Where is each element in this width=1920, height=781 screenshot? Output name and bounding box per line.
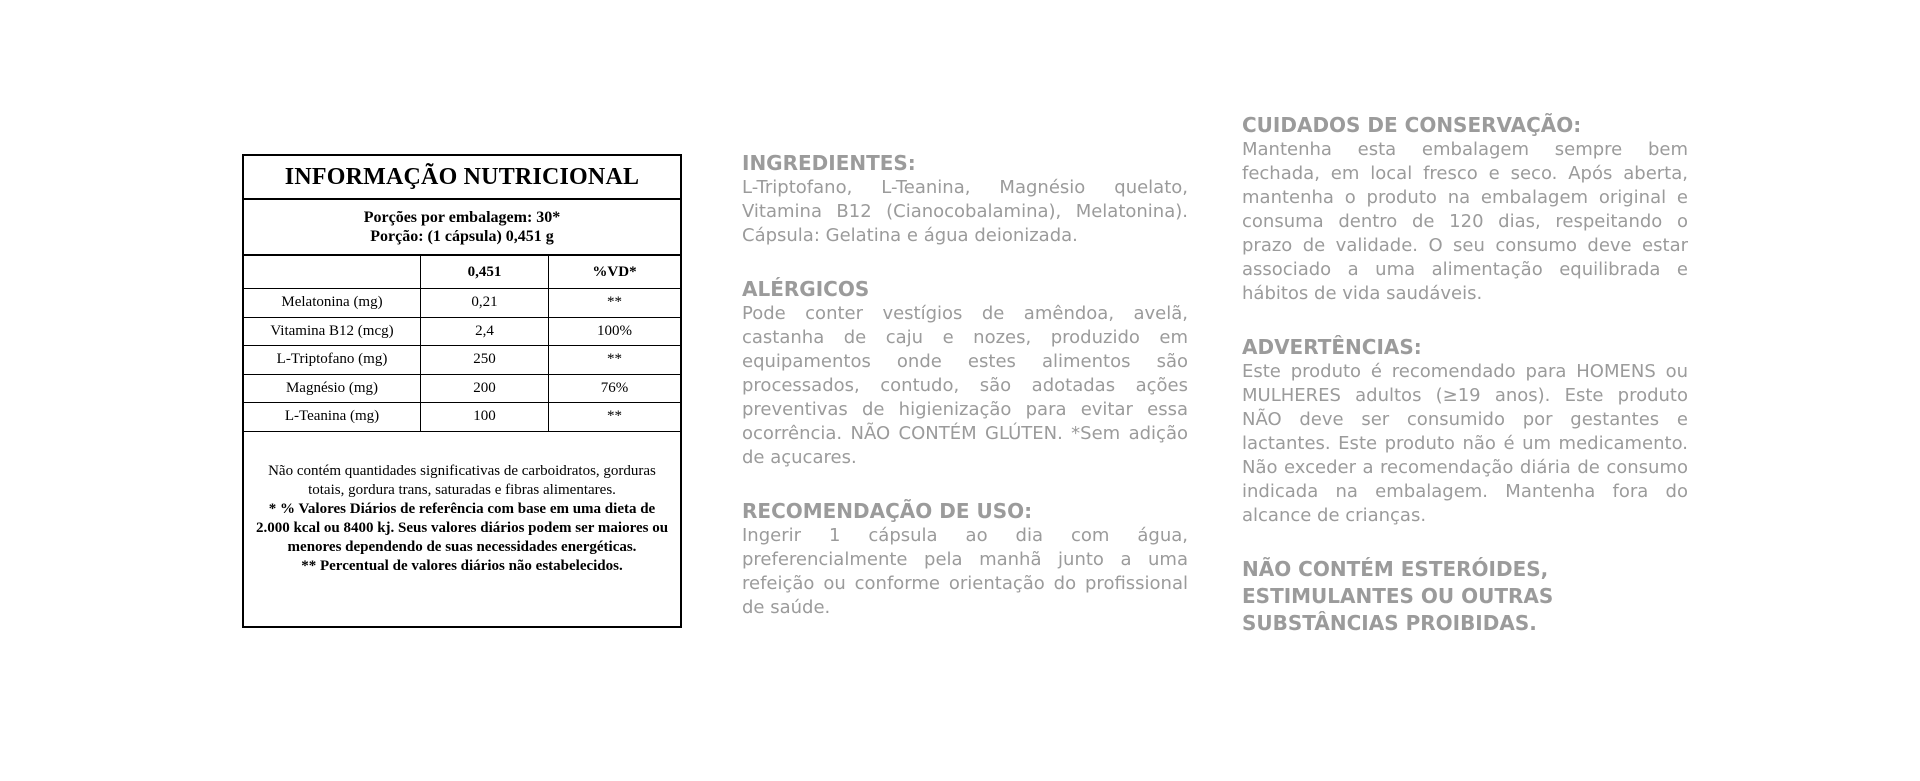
usage-section	[742, 498, 1188, 620]
no-steroids-line-1: NÃO CONTÉM ESTERÓIDES,	[1242, 557, 1549, 581]
warnings-heading: ADVERTÊNCIAS:	[1242, 335, 1422, 359]
usage-text: Ingerir 1 cápsula ao dia com água, preferencialmente pela manhã junto a uma refeição ou conforme orientação do profissional de saúde.	[742, 525, 1188, 618]
nutrient-name: L-Triptofano (mg)	[244, 346, 421, 375]
nutrient-vd: **	[549, 289, 681, 318]
footnote-not-established: ** Percentual de valores diários não estabelecidos.	[301, 557, 623, 574]
table-row	[244, 374, 680, 403]
warnings-section	[1242, 334, 1688, 528]
nutrient-amount: 2,4	[421, 317, 549, 346]
ingredients-heading: INGREDIENTES:	[742, 151, 916, 175]
middle-column	[742, 150, 1188, 648]
nutrient-vd: 76%	[549, 374, 681, 403]
portion-size: Porção: (1 cápsula) 0,451 g	[370, 228, 554, 245]
right-column	[1242, 112, 1688, 665]
allergens-heading: ALÉRGICOS	[742, 277, 870, 301]
nutrient-amount: 200	[421, 374, 549, 403]
nutrient-vd: 100%	[549, 317, 681, 346]
nutrition-facts-table	[242, 154, 682, 628]
table-row	[244, 403, 680, 432]
nutrition-title: INFORMAÇÃO NUTRICIONAL	[244, 156, 680, 200]
nutrient-name: Magnésio (mg)	[244, 374, 421, 403]
header-nutrient	[244, 256, 421, 289]
allergens-section	[742, 276, 1188, 470]
portions-per-package: Porções por embalagem: 30*	[363, 209, 561, 226]
no-steroids-line-2: ESTIMULANTES OU OUTRAS	[1242, 584, 1554, 608]
nutrient-table	[244, 256, 680, 432]
nutrient-header-row	[244, 256, 680, 289]
storage-heading: CUIDADOS DE CONSERVAÇÃO:	[1242, 113, 1582, 137]
nutrition-footnotes	[244, 432, 680, 576]
storage-section	[1242, 112, 1688, 306]
warnings-text: Este produto é recomendado para HOMENS ou MULHERES adultos (≥19 anos). Este produto NÃO deve ser consumido por gestantes e lactantes. Este produto não é um medicamento. Não exceder a recomendação diária de consumo indicada na embalagem. Mantenha fora do alcance de crianças.	[1242, 361, 1688, 526]
allergens-text: Pode conter vestígios de amêndoa, avelã, castanha de caju e nozes, produzido em equipamentos onde estes alimentos são processados, contudo, são adotadas ações preventivas de higienização para evitar essa ocorrência. NÃO CONTÉM GLÚTEN. *Sem adição de açucares.	[742, 303, 1188, 468]
portion-info	[244, 200, 680, 256]
nutrient-vd: **	[549, 346, 681, 375]
header-amount: 0,451	[421, 256, 549, 289]
nutrient-amount: 250	[421, 346, 549, 375]
ingredients-section	[742, 150, 1188, 248]
nutrient-amount: 100	[421, 403, 549, 432]
nutrient-vd: **	[549, 403, 681, 432]
footnote-daily-values: * % Valores Diários de referência com base em uma dieta de 2.000 kcal ou 8400 kj. Seus valores diários podem ser maiores ou menores dependendo de suas necessidades energéticas.	[255, 500, 669, 555]
table-row	[244, 289, 680, 318]
footnote-plain: Não contém quantidades significativas de carboidratos, gorduras totais, gordura trans, saturadas e fibras alimentares.	[268, 462, 656, 498]
storage-text: Mantenha esta embalagem sempre bem fechada, em local fresco e seco. Após aberta, mantenha o produto na embalagem original e consuma dentro de 120 dias, respeitando o prazo de validade. O seu consumo deve estar associado a uma alimentação equilibrada e hábitos de vida saudáveis.	[1242, 139, 1688, 304]
nutrient-name: Vitamina B12 (mcg)	[244, 317, 421, 346]
nutrient-name: L-Teanina (mg)	[244, 403, 421, 432]
table-row	[244, 317, 680, 346]
nutrient-amount: 0,21	[421, 289, 549, 318]
no-steroids-notice	[1242, 556, 1688, 637]
nutrient-name: Melatonina (mg)	[244, 289, 421, 318]
no-steroids-line-3: SUBSTÂNCIAS PROIBIDAS.	[1242, 611, 1537, 635]
ingredients-text: L-Triptofano, L-Teanina, Magnésio quelato, Vitamina B12 (Cianocobalamina), Melatonina). Cápsula: Gelatina e água deionizada.	[742, 177, 1188, 246]
table-row	[244, 346, 680, 375]
usage-heading: RECOMENDAÇÃO DE USO:	[742, 499, 1033, 523]
header-vd: %VD*	[549, 256, 681, 289]
